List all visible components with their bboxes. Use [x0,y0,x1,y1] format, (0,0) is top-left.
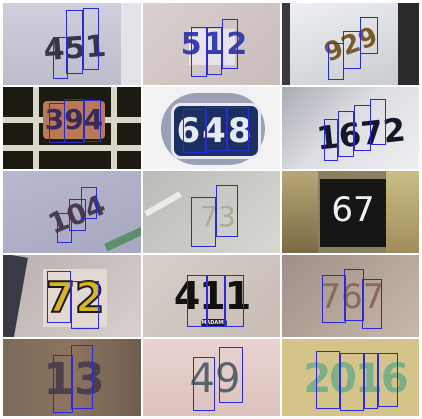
tile-11-digits: 411 [173,274,251,318]
tile-11-box-3 [225,275,244,327]
tile-12-box-3 [362,279,382,329]
tile-4-box-2 [64,99,84,143]
tile-15-box-2 [340,353,364,411]
tile-4-digits: 394 [44,103,104,136]
tile-6-box-1 [324,119,338,161]
tile-1-box-3 [83,8,99,70]
tile-10 [3,255,141,337]
tile-2-box-2 [207,27,222,75]
tile-4 [3,87,141,169]
tile-5-box-3 [227,107,249,151]
tile-13-box-2 [71,345,93,409]
tile-15-box-3 [364,353,378,409]
tile-10-box-2 [71,281,99,329]
tile-13-box-1 [53,355,73,413]
tile-3-digits: 929 [320,21,382,69]
tile-5-digits: 648 [176,111,254,151]
tile-3-box-3 [360,17,378,54]
tile-2-box-1 [191,27,207,77]
tile-3-box-2 [343,31,361,69]
tile-15-box-4 [378,353,398,407]
tile-1 [3,3,141,85]
tile-6-digits: 1672 [314,110,408,158]
tile-13-digits: 13 [43,354,105,405]
tile-15-digits: 2016 [303,356,407,402]
tile-1-box-2 [66,10,83,74]
tile-6-box-2 [338,111,354,157]
tile-11-box-2 [207,275,225,327]
tile-5-box-1 [183,109,207,153]
tile-5-box-2 [205,107,227,151]
tile-15-box-1 [316,351,340,409]
tile-14-box-2 [219,347,243,403]
tile-5 [143,87,280,169]
tile-11-box-1 [187,275,207,327]
tile-8-box-2 [216,185,238,237]
tile-4-box-3 [84,100,101,142]
tile-7-box-3 [81,187,97,219]
tile-14-digits: 49 [189,356,241,402]
tile-6-box-3 [354,105,371,151]
tile-14-box-1 [193,357,215,411]
tile-8-box-1 [191,197,216,247]
tile-4-box-1 [49,103,65,143]
tile-12-digits: 767 [319,277,385,317]
tile-12-box-1 [322,275,346,323]
tile-10-digits: 72 [45,273,105,322]
tile-12 [282,255,419,337]
tile-2-digits: 512 [180,27,250,62]
tile-10-box-1 [47,271,71,323]
tile-11 [143,255,280,337]
tile-2-box-3 [222,19,238,69]
tile-2 [143,3,280,85]
tile-9-digits: 67 [331,190,375,230]
tile-8 [143,171,280,253]
tile-9 [282,171,419,253]
tile-6 [282,87,419,169]
tile-7 [3,171,141,253]
tile-3 [282,3,419,85]
tile-14 [143,339,280,416]
tile-11-plate-text: MADAME [201,319,227,326]
tile-12-box-2 [344,269,364,321]
tile-1-digits: 451 [42,28,108,69]
image-grid [3,3,419,416]
tile-15 [282,339,419,416]
tile-7-digits: 104 [43,188,111,241]
tile-3-box-1 [328,43,344,80]
tile-6-box-4 [370,99,386,145]
tile-13 [3,339,141,416]
tile-8-digits: 73 [200,200,236,233]
